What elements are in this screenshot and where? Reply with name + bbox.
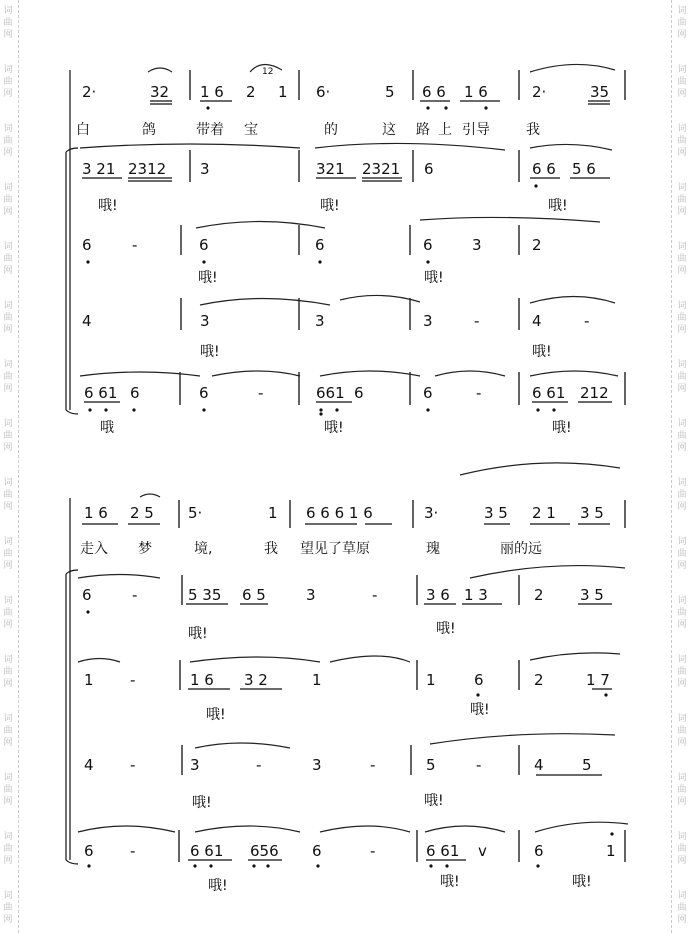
- lyric-exclaim: 哦!: [440, 874, 460, 890]
- watermark-char: 网: [677, 266, 687, 276]
- watermark-char: 曲: [3, 136, 13, 146]
- watermark-char: 网: [3, 266, 13, 276]
- watermark-char: 网: [677, 502, 687, 512]
- lyric-exclaim: 哦!: [470, 702, 490, 718]
- watermark-char: 曲: [677, 667, 687, 677]
- note: 1: [312, 671, 322, 689]
- watermark-char: 曲: [3, 313, 13, 323]
- watermark-char: 词: [677, 478, 687, 488]
- lyric: 引导: [462, 122, 490, 138]
- watermark-char: 网: [3, 384, 13, 394]
- note: -: [476, 384, 482, 402]
- watermark-char: 词: [3, 891, 13, 901]
- watermark-char: 曲: [3, 195, 13, 205]
- note: 5: [385, 83, 395, 101]
- watermark-char: 网: [677, 148, 687, 158]
- note: 3 6: [426, 586, 450, 604]
- note: 4: [84, 756, 94, 774]
- note: 3: [200, 312, 210, 330]
- watermark-char: 词: [3, 478, 13, 488]
- note: 32: [150, 83, 170, 101]
- note: 2: [534, 671, 544, 689]
- note: 3 21: [82, 160, 116, 178]
- lyric: 走入: [80, 541, 108, 557]
- watermark-char: 词: [677, 655, 687, 665]
- note: 3 2: [244, 671, 268, 689]
- note: -: [132, 236, 138, 254]
- note: 1: [426, 671, 436, 689]
- watermark-char: 曲: [677, 372, 687, 382]
- note: 5: [426, 756, 436, 774]
- watermark-char: 词: [3, 124, 13, 134]
- lyric-exclaim: 哦!: [206, 707, 226, 723]
- lyric: 上: [438, 122, 452, 138]
- lyric-exclaim: 哦!: [436, 621, 456, 637]
- watermark-char: 曲: [677, 77, 687, 87]
- note: 1 7: [586, 671, 610, 689]
- watermark-char: 网: [3, 915, 13, 925]
- note: 2: [246, 83, 256, 101]
- note: 3·: [424, 504, 439, 522]
- note: -: [258, 384, 264, 402]
- lyric: 瑰: [426, 541, 440, 557]
- watermark-char: 曲: [677, 844, 687, 854]
- beams: [82, 101, 612, 860]
- note: 6: [315, 236, 325, 254]
- note: -: [130, 756, 136, 774]
- lyric-exclaim: 哦!: [572, 874, 592, 890]
- lyric: 丽的远: [500, 541, 542, 557]
- watermark-char: 曲: [3, 844, 13, 854]
- watermark-char: 曲: [677, 903, 687, 913]
- breath-mark: v: [478, 842, 487, 860]
- watermark-char: 词: [677, 773, 687, 783]
- watermark-char: 网: [3, 207, 13, 217]
- lyric: 我: [526, 122, 540, 138]
- watermark-char: 网: [677, 384, 687, 394]
- note: 321: [316, 160, 345, 178]
- note: 6: [84, 842, 94, 860]
- note: 1 6: [84, 504, 108, 522]
- note: 6 6 6 1 6: [306, 504, 373, 522]
- note: 1 6: [464, 83, 488, 101]
- note: -: [370, 756, 376, 774]
- note: 5 35: [188, 586, 222, 604]
- watermark-char: 网: [3, 443, 13, 453]
- watermark-char: 曲: [3, 18, 13, 28]
- watermark-char: 网: [3, 561, 13, 571]
- watermark-char: 曲: [3, 254, 13, 264]
- lyric-exclaim: 哦!: [424, 270, 444, 286]
- watermark-char: 词: [677, 124, 687, 134]
- lyric: 带着: [196, 122, 224, 138]
- lyric: 路: [416, 122, 430, 138]
- note: 1 6: [190, 671, 214, 689]
- system2-lyrics: [80, 540, 542, 557]
- note: 3: [312, 756, 322, 774]
- system1-barlines: [180, 70, 625, 405]
- note: 6: [199, 236, 209, 254]
- watermark-char: 网: [677, 325, 687, 335]
- note: 5: [582, 756, 592, 774]
- watermark-char: 网: [3, 738, 13, 748]
- note: 6 61: [532, 384, 566, 402]
- note: 3: [306, 586, 316, 604]
- system2-melody: [84, 504, 604, 522]
- watermark-char: 曲: [677, 136, 687, 146]
- watermark-char: 词: [677, 360, 687, 370]
- watermark-char: 曲: [3, 431, 13, 441]
- watermark-char: 曲: [677, 254, 687, 264]
- lyric: 宝: [244, 122, 258, 138]
- lyric: 望见了草原: [300, 541, 370, 557]
- note: -: [372, 586, 378, 604]
- system1-voice4: [82, 312, 589, 360]
- watermark-char: 词: [677, 301, 687, 311]
- lyric-exclaim: 哦!: [532, 344, 552, 360]
- lyric: 的: [324, 122, 338, 138]
- system1-lyrics: [76, 121, 540, 138]
- note: 35: [590, 83, 610, 101]
- lyric: 这: [382, 122, 396, 138]
- lyric-exclaim: 哦!: [98, 198, 118, 214]
- note: 6: [474, 671, 484, 689]
- lyric-exclaim: 哦!: [188, 626, 208, 642]
- watermark-char: 网: [677, 30, 687, 40]
- note: 2: [532, 236, 542, 254]
- note: 3 5: [580, 586, 604, 604]
- watermark-char: 曲: [677, 195, 687, 205]
- watermark-char: 词: [677, 242, 687, 252]
- watermark-char: 曲: [3, 490, 13, 500]
- system2-voice4: [84, 756, 592, 811]
- lyric: 梦: [138, 541, 152, 557]
- note: 2 5: [130, 504, 154, 522]
- note: 6 6: [422, 83, 446, 101]
- note: 3 5: [484, 504, 508, 522]
- lyric: 境,: [194, 541, 213, 557]
- lyric-word: 哦: [100, 420, 114, 436]
- watermark-char: 词: [3, 242, 13, 252]
- note: -: [256, 756, 262, 774]
- system1-voice3: [82, 236, 542, 286]
- system1-melody: [82, 67, 609, 101]
- note: -: [130, 671, 136, 689]
- note: 661: [316, 384, 345, 402]
- lyric-exclaim: 哦!: [324, 420, 344, 436]
- watermark-char: 曲: [677, 490, 687, 500]
- note: 6: [423, 384, 433, 402]
- watermark-char: 网: [677, 856, 687, 866]
- watermark-char: 词: [3, 360, 13, 370]
- octave-dots: [86, 106, 613, 867]
- watermark-char: 网: [677, 207, 687, 217]
- note: 6: [354, 384, 364, 402]
- system2-voice2: [82, 586, 604, 642]
- watermark-char: 词: [3, 183, 13, 193]
- note: 6 5: [242, 586, 266, 604]
- watermark-char: 网: [677, 620, 687, 630]
- note: 6: [130, 384, 140, 402]
- watermark-char: 网: [3, 148, 13, 158]
- note: 6: [534, 842, 544, 860]
- watermark-char: 曲: [3, 785, 13, 795]
- watermark-char: 网: [677, 443, 687, 453]
- lyric-exclaim: 哦!: [424, 793, 444, 809]
- watermark-char: 词: [3, 596, 13, 606]
- watermark-char: 网: [3, 89, 13, 99]
- watermark-char: 曲: [3, 549, 13, 559]
- note: 3: [200, 160, 210, 178]
- note: 6: [312, 842, 322, 860]
- watermark-char: 词: [3, 714, 13, 724]
- note: 1: [268, 504, 278, 522]
- watermark-char: 网: [3, 325, 13, 335]
- watermark-char: 曲: [3, 726, 13, 736]
- watermark-char: 网: [3, 797, 13, 807]
- note: 1: [606, 842, 616, 860]
- watermark-char: 网: [677, 915, 687, 925]
- note: -: [474, 312, 480, 330]
- watermark-char: 网: [3, 502, 13, 512]
- watermark-char: 曲: [677, 431, 687, 441]
- note: 6: [199, 384, 209, 402]
- note: 4: [534, 756, 544, 774]
- note: 212: [580, 384, 609, 402]
- watermark-char: 曲: [677, 549, 687, 559]
- watermark-char: 词: [677, 596, 687, 606]
- watermark-char: 网: [3, 679, 13, 689]
- watermark-char: 词: [677, 537, 687, 547]
- note: 3: [472, 236, 482, 254]
- note: -: [370, 842, 376, 860]
- system2-voice5: [84, 842, 616, 894]
- watermark-char: 词: [677, 6, 687, 16]
- note: 3 5: [580, 504, 604, 522]
- note: 3: [315, 312, 325, 330]
- system1-voice5: [84, 384, 609, 436]
- watermark-char: 词: [677, 65, 687, 75]
- watermark-char: 曲: [677, 18, 687, 28]
- watermark-char: 曲: [677, 726, 687, 736]
- system2-bracket: [66, 498, 78, 864]
- note: 6: [424, 160, 434, 178]
- grace-note: 12: [262, 67, 274, 77]
- system2-voice3: [84, 671, 610, 723]
- note: 4: [82, 312, 92, 330]
- note: 2312: [128, 160, 167, 178]
- note: 656: [250, 842, 279, 860]
- watermark-char: 词: [3, 537, 13, 547]
- watermark-char: 曲: [3, 667, 13, 677]
- watermark-char: 词: [677, 183, 687, 193]
- watermark-char: 词: [3, 65, 13, 75]
- note: 3: [423, 312, 433, 330]
- note: 2: [534, 586, 544, 604]
- watermark-char: 网: [677, 738, 687, 748]
- lyric-exclaim: 哦!: [200, 344, 220, 360]
- watermark-char: 词: [3, 419, 13, 429]
- note: -: [132, 586, 138, 604]
- lyric-exclaim: 哦!: [552, 420, 572, 436]
- lyric: 白: [76, 122, 90, 138]
- watermark-char: 网: [3, 30, 13, 40]
- lyric-exclaim: 哦!: [192, 795, 212, 811]
- watermark-char: 曲: [3, 77, 13, 87]
- note: 1 6: [200, 83, 224, 101]
- watermark-char: 词: [677, 832, 687, 842]
- lyric-exclaim: 哦!: [198, 270, 218, 286]
- note: -: [584, 312, 590, 330]
- note: 6 61: [190, 842, 224, 860]
- watermark-char: 网: [3, 856, 13, 866]
- note: 2·: [82, 83, 97, 101]
- note: 6·: [316, 83, 331, 101]
- lyric: 我: [264, 541, 278, 557]
- note: 6 61: [84, 384, 118, 402]
- watermark-char: 网: [677, 561, 687, 571]
- watermark-char: 词: [3, 655, 13, 665]
- watermark-char: 曲: [677, 608, 687, 618]
- watermark-char: 词: [677, 891, 687, 901]
- watermark-char: 网: [677, 679, 687, 689]
- watermark-char: 词: [3, 832, 13, 842]
- note: 6: [82, 586, 92, 604]
- watermark-char: 曲: [3, 372, 13, 382]
- lyric: 鸽: [142, 122, 156, 138]
- slurs: [78, 64, 628, 832]
- note: 6: [82, 236, 92, 254]
- note: 4: [532, 312, 542, 330]
- note: -: [130, 842, 136, 860]
- note: 3: [190, 756, 200, 774]
- lyric-exclaim: 哦!: [320, 198, 340, 214]
- watermark-char: 词: [677, 714, 687, 724]
- watermark-char: 词: [3, 6, 13, 16]
- lyric-exclaim: 哦!: [548, 198, 568, 214]
- note: 1: [84, 671, 94, 689]
- note: 6: [423, 236, 433, 254]
- note: 1: [278, 83, 288, 101]
- note: 6 61: [426, 842, 460, 860]
- note: 2·: [532, 83, 547, 101]
- note: 1 3: [464, 586, 488, 604]
- note: 5 6: [572, 160, 596, 178]
- watermark-char: 网: [677, 89, 687, 99]
- watermark-char: 曲: [3, 608, 13, 618]
- note: 5·: [188, 504, 203, 522]
- watermark-char: 词: [677, 419, 687, 429]
- watermark-char: 曲: [677, 313, 687, 323]
- watermark-char: 网: [3, 620, 13, 630]
- lyric-exclaim: 哦!: [208, 878, 228, 894]
- watermark-char: 词: [3, 773, 13, 783]
- watermark-char: 网: [677, 797, 687, 807]
- note: 6 6: [532, 160, 556, 178]
- note: -: [476, 756, 482, 774]
- watermark-char: 词: [3, 301, 13, 311]
- watermark-char: 曲: [677, 785, 687, 795]
- note: 2 1: [532, 504, 556, 522]
- watermark-char: 曲: [3, 903, 13, 913]
- note: 2321: [362, 160, 401, 178]
